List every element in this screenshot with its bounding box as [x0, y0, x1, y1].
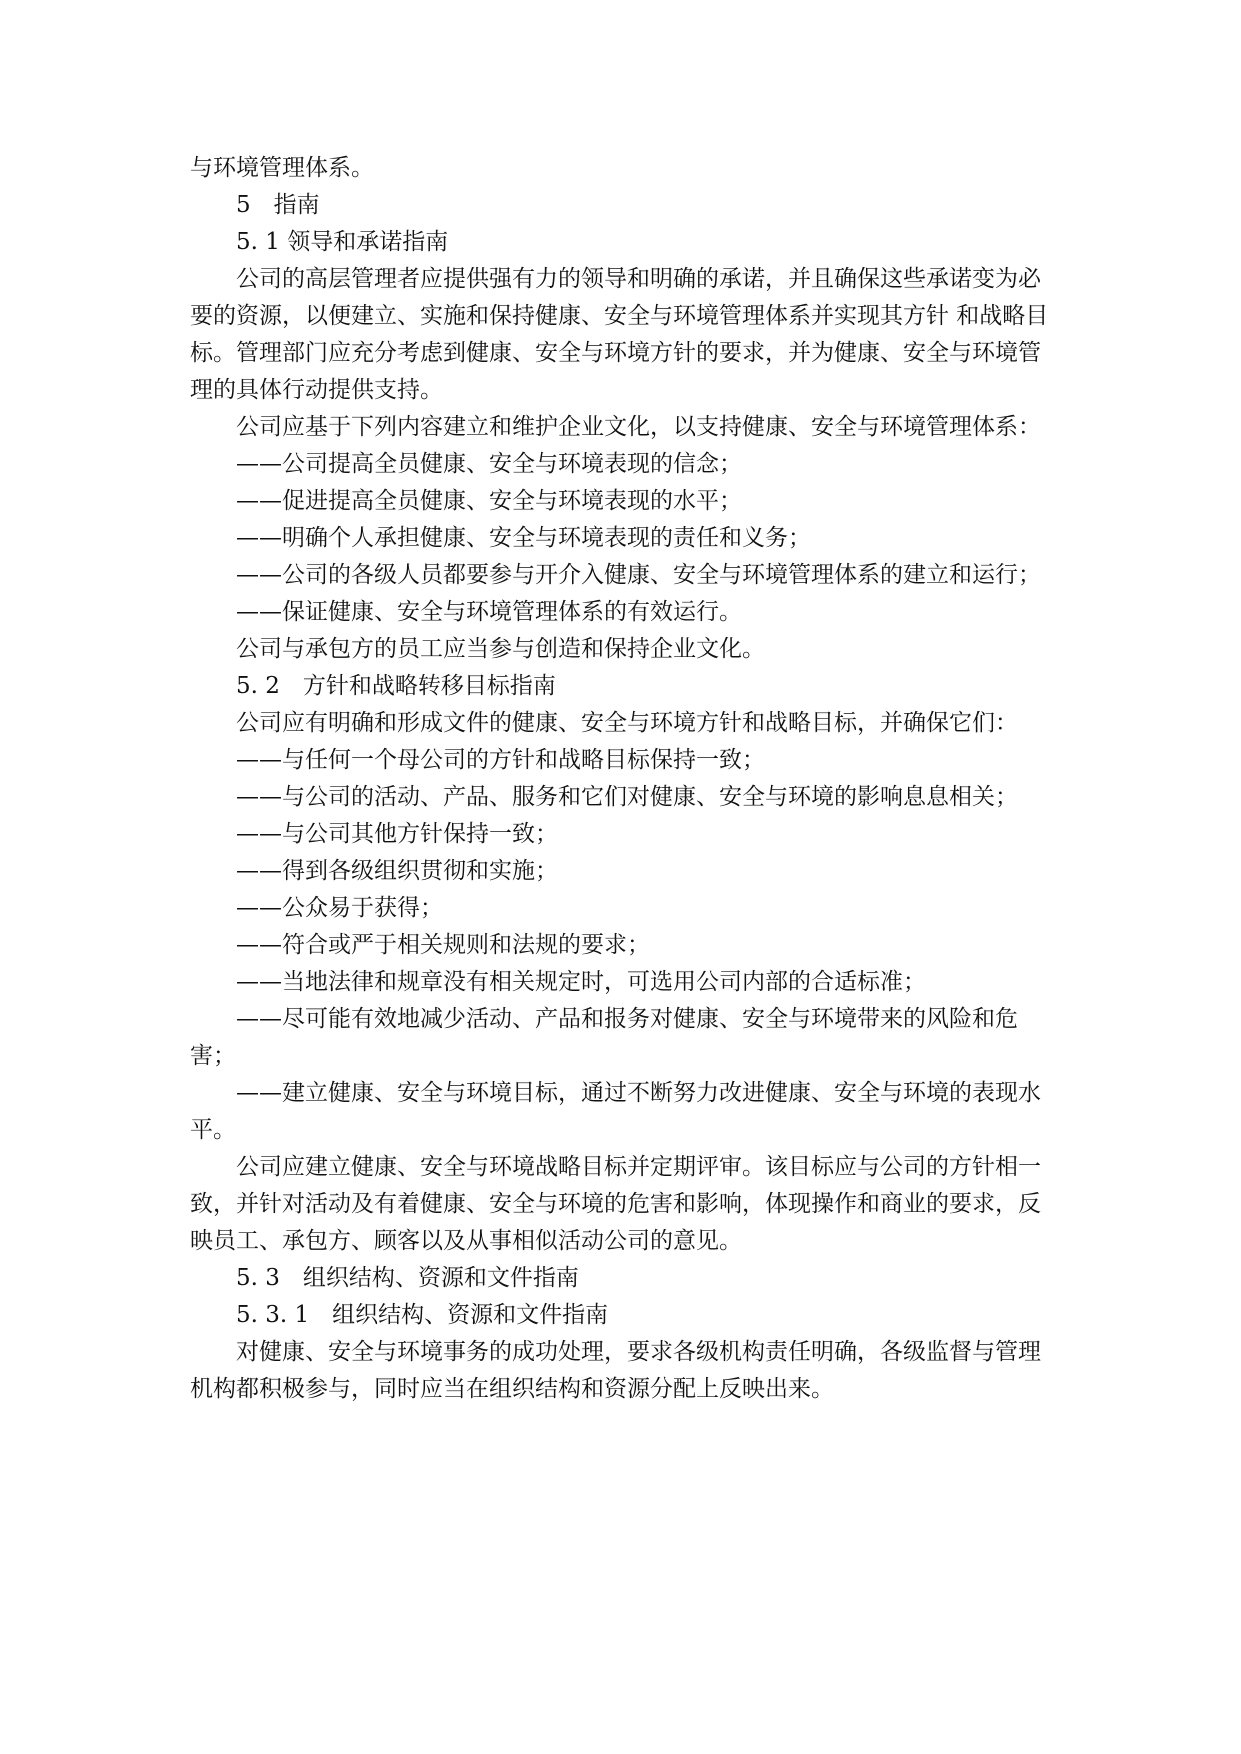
list-item: ——建立健康、安全与环境目标，通过不断努力改进健康、安全与环境的表现水平。 [190, 1080, 1041, 1143]
list-item: ——公司的各级人员都要参与开介入健康、安全与环境管理体系的建立和运行； [236, 562, 1041, 588]
list-item: ——明确个人承担健康、安全与环境表现的责任和义务； [236, 525, 811, 551]
paragraph: 公司应有明确和形成文件的健康、安全与环境方针和战略目标，并确保它们： [236, 710, 1018, 736]
list-item: ——保证健康、安全与环境管理体系的有效运行。 [236, 599, 742, 625]
list-item: ——得到各级组织贯彻和实施； [236, 858, 558, 884]
list-item: ——与任何一个母公司的方针和战略目标保持一致； [236, 747, 765, 773]
list-item: ——公众易于获得； [236, 895, 443, 921]
list-item: ——与公司其他方针保持一致； [236, 821, 558, 847]
list-item: ——促进提高全员健康、安全与环境表现的水平； [236, 488, 742, 514]
paragraph-continuation: 与环境管理体系。 [190, 155, 374, 181]
section-heading-5-3-1: 5. 3. 1 组织结构、资源和文件指南 [236, 1302, 609, 1328]
list-item: ——公司提高全员健康、安全与环境表现的信念； [236, 451, 742, 477]
list-item: ——符合或严于相关规则和法规的要求； [236, 932, 650, 958]
document-body [190, 150, 1060, 1408]
section-heading-5-2: 5. 2 方针和战略转移目标指南 [236, 673, 556, 699]
paragraph: 公司与承包方的员工应当参与创造和保持企业文化。 [236, 636, 765, 662]
list-item: ——与公司的活动、产品、服务和它们对健康、安全与环境的影响息息相关； [236, 784, 1018, 810]
paragraph: 公司的高层管理者应提供强有力的领导和明确的承诺，并且确保这些承诺变为必要的资源，以便建立、实施和保持健康、安全与环境管理体系并实现其方针 和战略目标。管理部门应充分考虑到健康、安全与环境方针的要求，并为健康、安全与环境管理的具体行动提供支持。 [190, 266, 1049, 403]
section-heading-5: 5 指南 [236, 192, 320, 218]
paragraph: 公司应基于下列内容建立和维护企业文化，以支持健康、安全与环境管理体系： [236, 414, 1041, 440]
paragraph: 公司应建立健康、安全与环境战略目标并定期评审。该目标应与公司的方针相一致，并针对活动及有着健康、安全与环境的危害和影响，体现操作和商业的要求，反映员工、承包方、顾客以及从事相似活动公司的意见。 [190, 1154, 1041, 1254]
list-item: ——尽可能有效地减少活动、产品和报务对健康、安全与环境带来的风险和危害； [190, 1006, 1018, 1069]
section-heading-5-1: 5. 1 领导和承诺指南 [236, 229, 449, 255]
section-heading-5-3: 5. 3 组织结构、资源和文件指南 [236, 1265, 579, 1291]
paragraph: 对健康、安全与环境事务的成功处理，要求各级机构责任明确，各级监督与管理机构都积极参与，同时应当在组织结构和资源分配上反映出来。 [190, 1339, 1041, 1402]
list-item: ——当地法律和规章没有相关规定时，可选用公司内部的合适标准； [236, 969, 926, 995]
